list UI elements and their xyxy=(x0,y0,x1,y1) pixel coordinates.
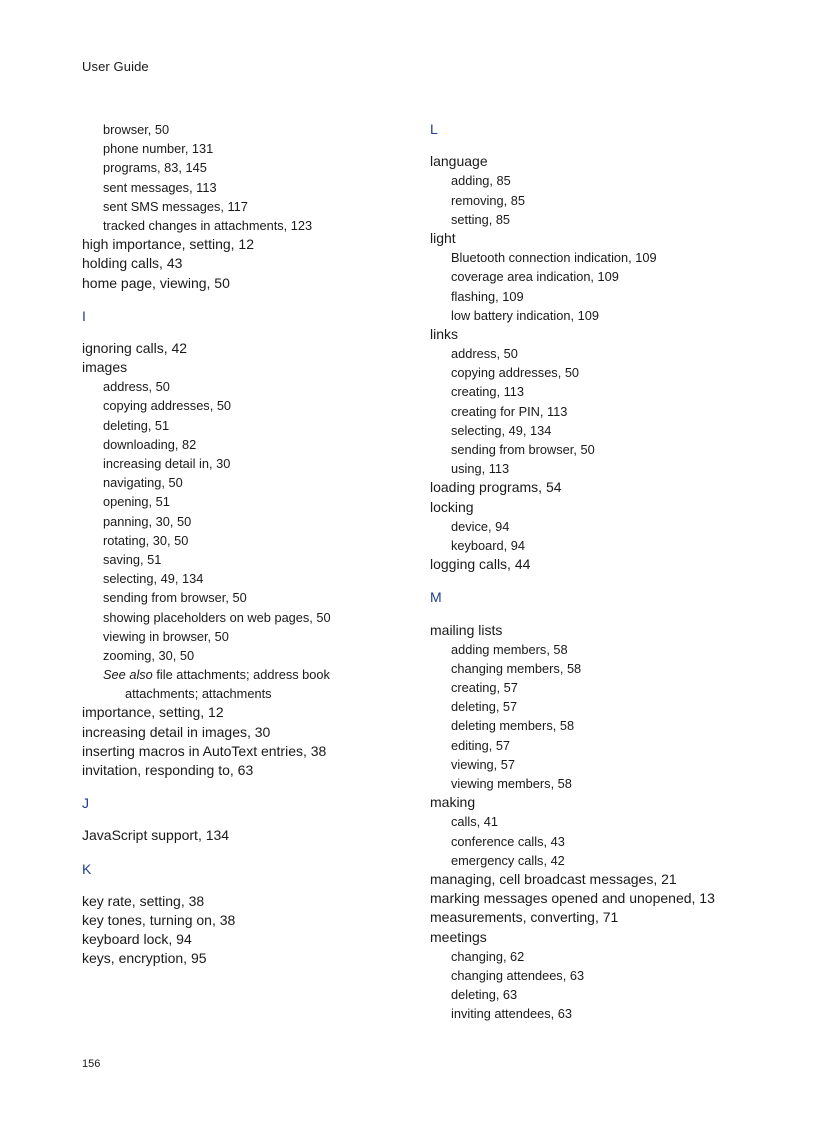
index-entry: key tones, turning on, 38 xyxy=(82,911,236,928)
index-subentry: viewing in browser, 50 xyxy=(103,628,229,644)
index-subentry: creating for PIN, 113 xyxy=(451,403,568,419)
index-entry: managing, cell broadcast messages, 21 xyxy=(430,870,677,887)
index-column-left xyxy=(82,120,412,969)
index-entry: keyboard lock, 94 xyxy=(82,931,192,948)
index-entry: locking xyxy=(430,498,474,515)
index-subentry: inviting attendees, 63 xyxy=(451,1006,572,1022)
index-subentry: deleting, 51 xyxy=(103,417,170,433)
index-section-letter: L xyxy=(430,121,438,137)
index-subentry: device, 94 xyxy=(451,518,510,534)
index-subentry: sent messages, 113 xyxy=(103,179,217,195)
index-entry: high importance, setting, 12 xyxy=(82,236,254,253)
index-entry: mailing lists xyxy=(430,621,503,638)
index-entry: marking messages opened and unopened, 13 xyxy=(430,890,715,907)
index-subentry: panning, 30, 50 xyxy=(103,513,192,529)
index-entry: invitation, responding to, 63 xyxy=(82,762,254,778)
index-subentry: setting, 85 xyxy=(451,211,511,227)
index-subentry: deleting members, 58 xyxy=(451,718,575,734)
index-subentry: downloading, 82 xyxy=(103,436,197,452)
index-subentry: saving, 51 xyxy=(103,551,162,567)
index-subentry: flashing, 109 xyxy=(451,288,524,304)
index-subentry: programs, 83, 145 xyxy=(103,160,207,176)
index-entry: JavaScript support, 134 xyxy=(82,827,230,844)
index-subentry: navigating, 50 xyxy=(103,475,183,491)
index-subentry: sending from browser, 50 xyxy=(451,442,595,457)
index-subentry: selecting, 49, 134 xyxy=(451,422,552,438)
index-subentry: showing placeholders on web pages, 50 xyxy=(103,609,331,625)
see-also-label: See also xyxy=(103,667,153,683)
index-subentry: sent SMS messages, 117 xyxy=(103,198,248,214)
index-subentry: address, 50 xyxy=(103,379,170,395)
index-entry: images xyxy=(82,359,128,376)
index-subentry: address, 50 xyxy=(451,346,518,362)
index-subentry: removing, 85 xyxy=(451,192,525,208)
index-section-letter: M xyxy=(430,589,442,606)
index-subentry: changing, 62 xyxy=(451,948,525,964)
index-subentry: copying addresses, 50 xyxy=(451,365,580,381)
index-subentry: attachments; attachments xyxy=(125,686,272,702)
index-subentry: conference calls, 43 xyxy=(451,833,565,849)
index-subentry: creating, 57 xyxy=(451,680,518,696)
index-entry: links xyxy=(430,325,459,342)
index-subentry: using, 113 xyxy=(451,461,510,477)
index-subentry: increasing detail in, 30 xyxy=(103,456,231,471)
index-subentry: adding members, 58 xyxy=(451,641,568,657)
index-entry: key rate, setting, 38 xyxy=(82,892,205,909)
index-entry: loading programs, 54 xyxy=(430,479,562,496)
index-subentry: rotating, 30, 50 xyxy=(103,532,189,548)
index-entry: language xyxy=(430,153,488,170)
index-subentry: deleting, 63 xyxy=(451,987,518,1003)
see-also-text: file attachments; address book xyxy=(152,667,330,683)
index-subentry: creating, 113 xyxy=(451,384,525,400)
index-entry: ignoring calls, 42 xyxy=(82,339,188,356)
index-subentry: deleting, 57 xyxy=(451,699,518,715)
index-subentry: Bluetooth connection indication, 109 xyxy=(451,250,657,266)
index-entry: increasing detail in images, 30 xyxy=(82,723,271,740)
index-subentry: low battery indication, 109 xyxy=(451,307,599,323)
index-subentry: tracked changes in attachments, 123 xyxy=(103,217,313,233)
index-entry: home page, viewing, 50 xyxy=(82,274,230,291)
index-subentry: phone number, 131 xyxy=(103,141,214,157)
index-entry: keys, encryption, 95 xyxy=(82,950,207,967)
index-subentry: browser, 50 xyxy=(103,122,170,137)
index-section-letter: K xyxy=(82,860,92,877)
index-section-letter: I xyxy=(82,307,86,324)
index-column-right xyxy=(430,120,760,1023)
index-see-also xyxy=(82,665,412,684)
index-subentry: calls, 41 xyxy=(451,814,498,830)
index-entry: meetings xyxy=(430,928,487,945)
index-entry: making xyxy=(430,794,476,811)
index-subentry: coverage area indication, 109 xyxy=(451,269,619,285)
index-subentry: adding, 85 xyxy=(451,173,511,189)
index-subentry: changing members, 58 xyxy=(451,660,582,676)
index-subentry: opening, 51 xyxy=(103,494,170,510)
index-subentry: viewing members, 58 xyxy=(451,776,572,791)
index-subentry: viewing, 57 xyxy=(451,756,516,772)
index-subentry: keyboard, 94 xyxy=(451,537,525,553)
page-number: 156 xyxy=(82,1058,101,1070)
index-subentry: editing, 57 xyxy=(451,737,511,753)
index-subentry: selecting, 49, 134 xyxy=(103,571,204,587)
index-entry: holding calls, 43 xyxy=(82,255,183,272)
index-entry: light xyxy=(430,229,456,246)
index-subentry: copying addresses, 50 xyxy=(103,398,232,414)
index-section-letter: J xyxy=(82,795,89,812)
running-header: User Guide xyxy=(82,59,149,74)
index-subentry: emergency calls, 42 xyxy=(451,852,565,868)
index-subentry: sending from browser, 50 xyxy=(103,590,247,606)
index-entry: importance, setting, 12 xyxy=(82,704,224,721)
index-entry: logging calls, 44 xyxy=(430,556,531,573)
index-entry: measurements, converting, 71 xyxy=(430,909,619,926)
index-subentry: changing attendees, 63 xyxy=(451,967,585,983)
index-subentry: zooming, 30, 50 xyxy=(103,647,195,663)
index-entry: inserting macros in AutoText entries, 38 xyxy=(82,742,327,759)
